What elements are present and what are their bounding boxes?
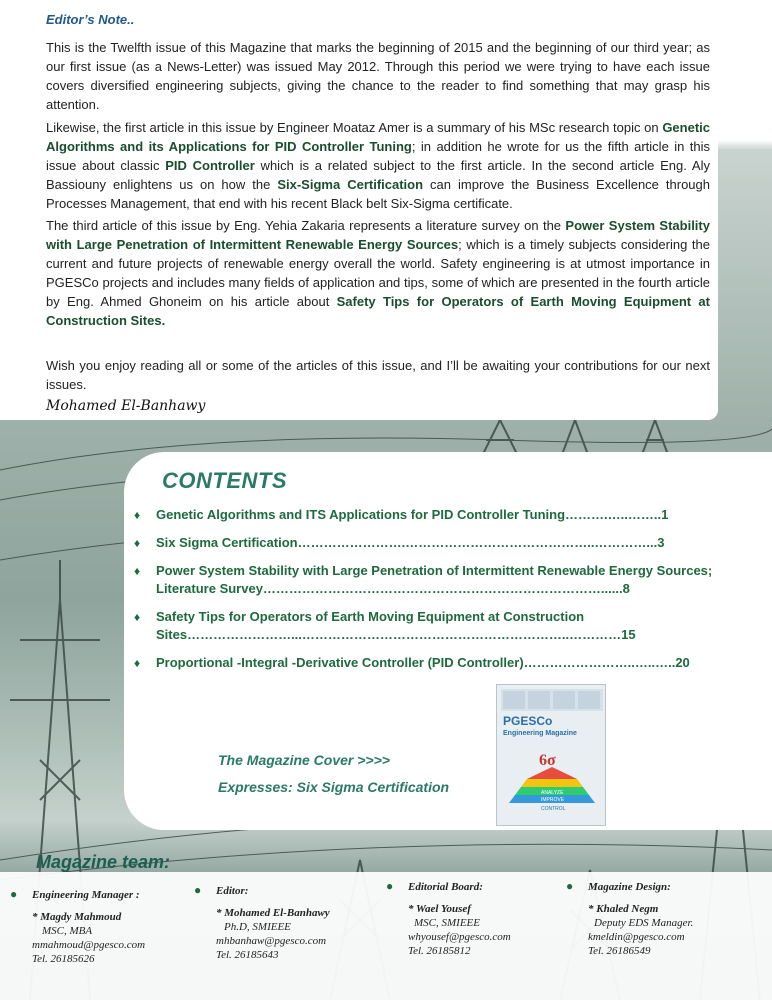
paragraph-text: ; which is a timely subjects considering the current and future projects of renewable energy overall the world. Safety engineering is at utmost importance in PGESCo projects and includes many fields of application and tips, some of which are presented in the fourth article by Eng. Ahmed Ghoneim on his article about [46,237,710,309]
cover-thumb-level: CONTROL [541,806,566,812]
editors-note-paragraph [46,216,710,330]
highlighted-article-title: Genetic Algorithms and its Applications for PID Controller Tuning [46,120,710,154]
highlighted-article-title: PID Controller [165,158,255,173]
contents-title: CONTENTS [162,468,287,493]
editor-signature: Mohamed El-Banhawy [46,398,206,414]
paragraph-text: This is the Twelfth issue of this Magazine that marks the beginning of 2015 and the beginning of our third year; as our first issue (as a News-Letter) was issued May 2012. Through this period we were trying to have each issue covers diversified engineering subjects, giving the chance to the reader to find something that may grasp his attention. [46,40,710,112]
highlighted-article-title: Six-Sigma Certification [277,177,424,192]
paragraph-text: Likewise, the first article in this issue by Engineer Moataz Amer is a summary of his MSc research topic on [46,120,663,135]
bullet-dot-icon: ● [10,887,18,901]
highlighted-article-title: Power System Stability with Large Penetration of Intermittent Renewable Energy Sources [46,218,710,252]
team-member-magazine-design: ● Magazine Design: * Khaled Negm Deputy EDS Manager. kmeldin@pgesco.com Tel. 26186549 [566,879,694,957]
cover-caption: The Magazine Cover >>>> [218,752,390,768]
editors-note-paragraph [46,118,710,213]
toc-item[interactable]: ♦ Proportional -Integral -Derivative Controller (PID Controller)……………………..…..…..20 [134,655,690,670]
cover-thumb-level: ANALYZE [541,790,564,796]
cover-thumb-sigma: 6σ [539,752,556,769]
team-member-editorial-board: ● Editorial Board: * Wael Yousef MSC, SMIEEE whyousef@pgesco.com Tel. 26185812 [386,879,511,957]
toc-item[interactable]: ♦ Power System Stability with Large Penetration of Intermittent Renewable Energy Sources; Literature Survey……………………………………………………………………......8 [134,563,713,596]
diamond-bullet-icon: ♦ [134,610,141,624]
diamond-bullet-icon: ♦ [134,656,141,670]
bullet-dot-icon: ● [386,879,394,893]
editors-note-paragraph [46,38,710,114]
cover-caption-subject: Expresses: Six Sigma Certification [218,779,450,795]
diamond-bullet-icon: ♦ [134,564,141,578]
table-of-contents [134,506,754,682]
cover-thumb-level: IMPROVE [541,797,565,803]
diamond-bullet-icon: ♦ [134,536,141,550]
cover-thumb-title: PGESCo [503,714,553,728]
cover-thumb-subtitle: Engineering Magazine [503,730,577,737]
team-member-engineering-manager: ● Engineering Manager : * Magdy Mahmoud MSC, MBA mmahmoud@pgesco.com Tel. 26185626 [10,887,146,965]
paragraph-text: ; in addition he wrote for us the fifth article in this issue about classic [46,139,710,173]
editors-note-paragraph [46,356,710,394]
magazine-cover-thumbnail[interactable] [496,684,606,826]
cover-thumbnail-art [497,685,607,827]
editors-note-title: Editor’s Note.. [46,12,135,27]
team-title: Magazine team: [36,852,171,872]
paragraph-text: The third article of this issue by Eng. Yehia Zakaria represents a literature survey on the [46,218,566,233]
bullet-dot-icon: ● [194,883,202,897]
diamond-bullet-icon: ♦ [134,508,141,522]
toc-item[interactable]: ♦ Genetic Algorithms and ITS Applications for PID Controller Tuning……….…..……..1 [134,507,669,522]
paragraph-text: which is a related subject to the first article. In the second article Eng. Aly Bassiouny enlightens us on how the [46,158,710,192]
paragraph-text: can improve the Business Excellence through Processes Management, that end with his recent Black belt Six-Sigma certificate. [46,177,711,211]
team-member-editor: ● Editor: * Mohamed El-Banhawy Ph.D, SMIEEE mhbanhaw@pgesco.com Tel. 26185643 [194,883,330,961]
toc-item[interactable]: ♦ Six Sigma Certification…………………….……………………………………..…………...3 [134,535,665,550]
highlighted-article-title: Safety Tips for Operators of Earth Moving Equipment at Construction Sites. [46,294,710,328]
toc-item[interactable]: ♦ Safety Tips for Operators of Earth Moving Equipment at Construction Sites……………………...……………………………………………………..…………15 [134,609,636,642]
bullet-dot-icon: ● [566,879,574,893]
paragraph-text: Wish you enjoy reading all or some of the articles of this issue, and I’ll be awaiting your contributions for our next issues. [46,358,710,392]
